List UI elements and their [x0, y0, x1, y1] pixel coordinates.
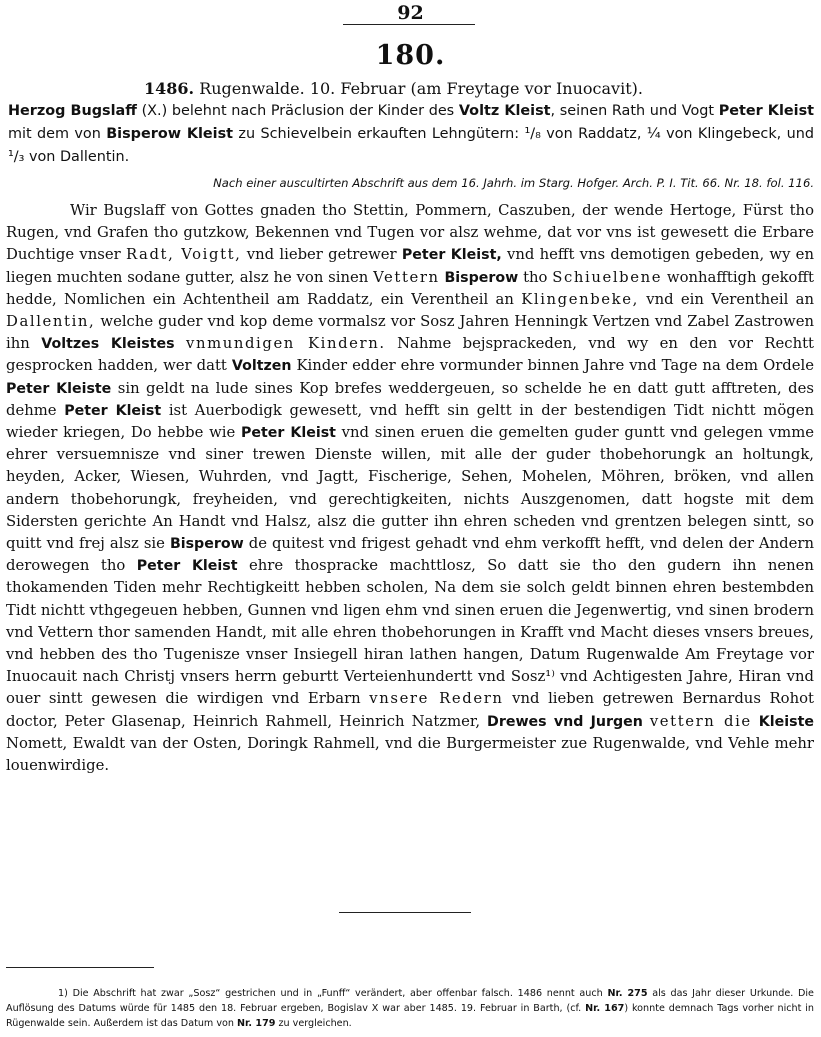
footnote-marker: 1) — [58, 988, 68, 999]
body-paragraph — [6, 200, 814, 777]
footnote-reference: Nr. 167 — [585, 1003, 625, 1014]
body-text: Radt, Voigtt, — [125, 246, 242, 264]
footnote-text: „Funff“ — [316, 988, 351, 999]
footnote-text: als das Jahr dieser Urkunde. Die Auflösung des Datums würde für 1485 den 18. Februar ergeben, Bogislav X war aber 1485. 19. Februar in Barth, (cf. — [6, 988, 814, 1014]
heading-place: Rugenwalde. — [199, 79, 305, 98]
body-text: vnmundigen Kindern. — [185, 335, 386, 353]
body-text: Dallentin, — [6, 313, 96, 331]
summary-name: Bisperow Kleist — [106, 126, 234, 142]
footnote-reference: Nr. 275 — [607, 988, 648, 999]
footnote-reference: Nr. 179 — [237, 1018, 276, 1029]
person-name: Voltzes Kleistes — [41, 336, 175, 353]
person-name: Peter Kleist, — [401, 247, 502, 264]
summary-name: Peter Kleist — [718, 103, 815, 119]
document-number: 180. — [375, 40, 446, 71]
footnote-rule — [6, 967, 154, 968]
summary-text: (X.) belehnt nach Präclusion der Kinder des — [141, 103, 455, 119]
body-text: vnd lieber getrewer — [246, 246, 397, 264]
body-text: Nahme bejsprackeden, vnd wy en den vor Rechtt gesprocken hadden, wer datt — [6, 335, 814, 375]
page-number: 92 — [397, 2, 424, 24]
page-number-rule — [343, 24, 475, 25]
body-text: vnd sinen eruen die gemelten guder guntt vnd gelegen vmme ehrer versuemnisze vnd siner trewen Dienste willen, mit alle der guder thobehorungk an holtungk, heyden, Acker, Wiesen, Wuhrden, vnd Jagtt, Fischerige, Sehen, Mohelen, Möhren, bröken, vnd allen andern thobehorungk, freyheiden, vnd gerechtigkeiten, nichts Auszgenomen, datt hogste mit dem Sidersten gerichte An Handt vnd Halsz, alsz die gutter ihn ehren scheden vnd grentzen belegen sintt, so quitt vnd frej alsz sie — [6, 424, 814, 553]
body-text: vettern die — [649, 712, 752, 730]
footnote-text: zu vergleichen. — [278, 1018, 352, 1029]
body-text: sin geldt na lude sines Kop brefes weddergeuen, so schelde he en datt gutt afftreten, des dehme — [6, 379, 814, 419]
person-name: Peter Kleist — [64, 402, 162, 419]
body-text: de quitest vnd frigest gehadt vnd ehm verkofft hefft, vnd delen der Andern derowegen tho — [6, 535, 814, 575]
person-name: Voltzen — [231, 358, 292, 375]
person-name: Peter Kleist — [240, 425, 336, 442]
summary-text: mit dem von — [8, 126, 101, 142]
person-name: Peter Kleist — [136, 558, 238, 575]
body-text: tho — [523, 268, 548, 286]
person-name: Drewes vnd Jurgen — [487, 713, 643, 730]
source-citation: Nach einer auscultirten Abschrift aus dem 16. Jahrh. im Starg. Hofger. Arch. P. I. Tit. 66. Nr. 18. fol. 116. — [213, 176, 814, 190]
footnote-text: ) konnte demnach Tags vorher nicht in Rügenwalde sein. Außerdem ist das Datum von — [6, 1003, 814, 1029]
footnote-text: verändert, aber offenbar falsch. 1486 nennt auch — [355, 988, 603, 999]
body-text: vnd lieben getrewen Bernardus Rohot doctor, Peter Glasenap, Heinrich Rahmell, Heinrich Natzmer, — [6, 690, 814, 730]
body-text: Kinder edder ehre vormunder binnen Jahre vnd Tage na dem Ordele — [296, 357, 814, 375]
body-text: vnd hefft vns demotigen gebeden, wy en liegen muchten sodane gutter, alsz he von sinen — [6, 246, 814, 286]
body-text: Klingenbeke, — [521, 290, 639, 308]
body-text: Vettern — [373, 268, 440, 286]
person-name: Bisperow — [444, 269, 519, 286]
person-name: Bisperow — [169, 536, 244, 553]
footnote-text: „Sosz“ — [188, 988, 221, 999]
summary-duke: Herzog Bugslaff — [8, 103, 137, 119]
summary-name: Voltz Kleist — [458, 103, 551, 119]
heading-date: 10. Februar (am Freytage vor Inuocavit). — [309, 79, 643, 98]
body-text: Schiuelbene — [552, 268, 663, 286]
footnote-text: Die Abschrift hat zwar — [72, 988, 184, 999]
heading-summary — [8, 103, 814, 165]
body-text: Nomett, Ewaldt van der Osten, Doringk Rahmell, vnd die Burgermeister zue Rugenwalde, vnd Vehle mehr louenwirdige. — [6, 734, 814, 775]
end-rule — [339, 912, 471, 913]
body-text: vnsere Redern — [369, 690, 504, 708]
body-text: welche guder vnd kop deme vormalsz vor Sosz Jahren Henningk Vertzen vnd Zabel Zastrowen ihn — [6, 313, 814, 353]
summary-text: zu Schievelbein erkauften Lehngütern: ¹/₈ von Raddatz, ¼ von Klingebeck, und ¹/₃ von Dallentin. — [8, 126, 814, 165]
footnote — [6, 986, 814, 1031]
body-text: Wir Bugslaff von Gottes gnaden tho Stettin, Pommern, Caszuben, der wende Hertoge, Fürst tho Rugen, vnd Grafen tho gutzkow, Bekennen vnd Tugen vor alsz wehme, dat vor vns ist gewesett die Erbare Duchtige vnser — [6, 202, 814, 264]
body-text: ehre thospracke machttlosz, So datt sie tho den gudern ihn nenen thokamenden Tiden mehr Rechtigkeitt hebben scholen, Na dem sie solch geldt binnen ehren bestembden Tidt nichtt vthgegeuen hebben, Gunnen vnd ligen ehm vnd sinen eruen die Jegenwertig, vnd sinen brodern vnd Vettern thor samenden Handt, mit alle ehren thobehorungen in Krafft vnd Macht dieses vnsers breues, vnd hebben des tho Tugenisze vnser Insiegell hiran lathen hangen, Datum Rugenwalde Am Freytage vor Inuocauit nach Christj vnsers herrn geburtt Verteienhundertt vnd Sosz¹⁾ vnd Achtigesten Jahre, Hiran vnd ouer sintt gewesen die wirdigen vnd Erbarn — [6, 557, 814, 708]
summary-text: , seinen Rath und Vogt — [550, 103, 715, 119]
footnote-text: gestrichen und in — [225, 988, 313, 999]
footnote-paragraph — [6, 986, 814, 1031]
document-heading — [8, 78, 814, 168]
person-name: Peter Kleiste — [6, 380, 112, 397]
document-body — [6, 200, 814, 777]
heading-year: 1486. — [144, 79, 195, 98]
body-text: ist Auerbodigk gewesett, vnd hefft sin geltt in der bestendigen Tidt nichtt mögen wieder kriegen, Do hebbe wie — [6, 401, 814, 442]
body-text: wonhafftigh gekofft hedde, Nomlichen ein Achtentheil am Raddatz, ein Verentheil an — [6, 268, 814, 308]
body-text: vnd ein Verentheil an — [646, 290, 814, 308]
heading-first-line — [8, 78, 814, 99]
person-name: Kleiste — [758, 713, 814, 730]
